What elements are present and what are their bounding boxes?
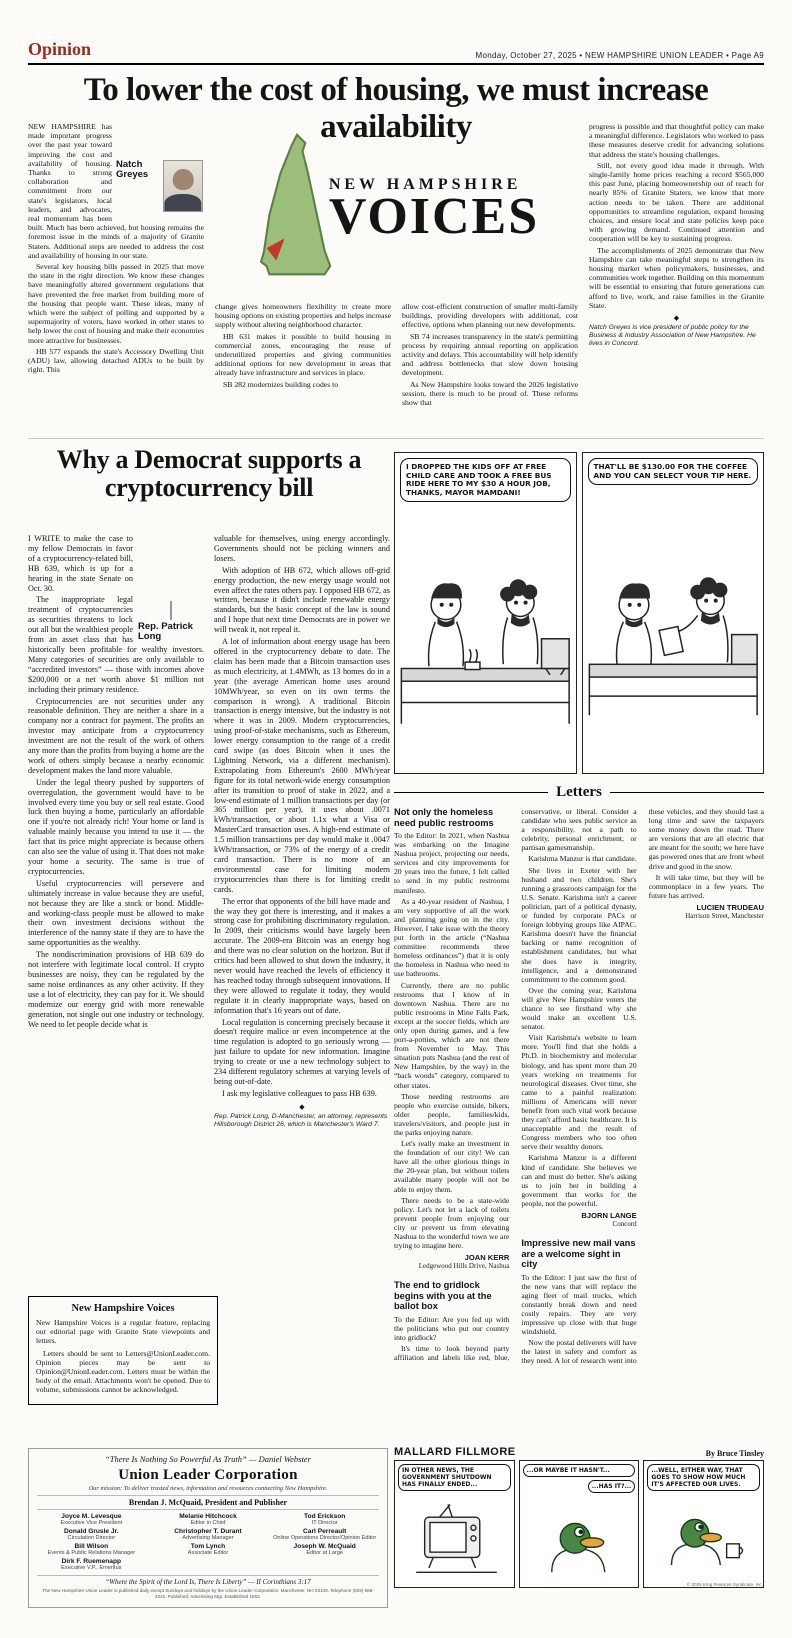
comic-panel2-bubble-a: ...OR MAYBE IT HASN'T... <box>523 1464 636 1477</box>
paragraph: Visit Karishma's website to learn more. You'll find that she holds a Ph.D. in biochemistry and molecular biology, and has spent more than 20 years working on treatments for neurological diseases. Over time, she came to a painful realization: millions of Americans will never benefit from such vital work because they can't afford basic healthcare. It is unacceptable and the result of Congress members who too often serve their wealthy donors. <box>521 1033 637 1152</box>
new-hampshire-state-icon <box>253 132 341 284</box>
paragraph: Currently, there are no public restrooms that I know of in downtown Nashua. There are no public restrooms in Mine Falls Park, except at the soccer fields, which are only open during games, and a few port-a-potties, which are not there from November to May. This situation puts Nashua (and the rest of New Hampshire, by the way) in the “back woods” category, compared to other states. <box>394 980 510 1090</box>
paragraph: A lot of information about energy usage has been offered in the cryptocurrency debate to date. The claim has been made that a Bitcoin transaction uses as much electricity, at 1.4MWh, as 13 homes do in a year (the average American home uses around 10MWh/year, so even on its own terms the comparison is wrong). A traditional Bitcoin transaction is energy intensive, but the industry is not where it was in 2009. Modern cryptocurrencies, using proof-of-stake mechanisms, such as Ethereum, lower energy consumption to the range of a credit card swipe (as does Bitcoin when it uses the Lightning Network, via a different mechanism). Extrapolating from Ethereum's 2600 MWh/year figure for its total network-wide energy consumption after its transition to proof of stake in 2022, and a low-end estimate of 1 million transactions per day (or 365 million per year), it uses about .0071 kWh/transaction, or about 1.1x what a Visa or MasterCard transaction uses. A high-end estimate of 1.5 million transactions per day would make it .0047 kWh/transaction, or 73% of the energy of a credit card transaction. There is no more of an environmental case for limiting modern cryptocurrencies than there is for limiting credit cards. <box>214 637 390 894</box>
cartoon-panel-2 <box>582 452 765 774</box>
masthead-corporation: Union Leader Corporation <box>118 1467 298 1483</box>
cartoon-panel1-art <box>395 507 576 773</box>
cartoon-panel1-caption: I DROPPED THE KIDS OFF AT FREE CHILD CARE AND TOOK A FREE BUS RIDE HERE TO MY $30 A HOUR JOB, THANKS, MAYOR MAMDANI! <box>400 458 571 502</box>
article2-column-2 <box>214 534 390 1440</box>
paragraph: SB 282 modernizes building codes to <box>223 379 339 389</box>
comic-panel3-art <box>644 1494 763 1581</box>
nh-voices-box-text <box>36 1318 210 1395</box>
comic-panel2-bubble-b: ...HAS IT?... <box>588 1480 636 1493</box>
staff-entry: Dirk F. Ruemenapp Executive V.P., Emeritus <box>61 1558 122 1571</box>
paragraph: To the Editor: In 2021, when Nashua was embarking on the Imagine Nashua project, projecting our needs, services and city improvements for 20 years into the future, I felt called to send in my public restrooms manifesto. <box>394 831 510 895</box>
letter-restrooms <box>394 807 509 1270</box>
paragraph: NEW HAMPSHIRE has made important progress over the past year toward improving the cost and availability of housing. Thanks to strong collaboration and commitment from our state's legislators, local leaders, and advocates, real momentum has been built. Much has been achieved, but housing remains the foremost issue in the minds of a majority of Granite Staters. Additional steps are needed to address the cost and availability of housing in our state. <box>28 122 204 260</box>
staff-entry: Bill Wilson Events & Public Relations Manager <box>47 1543 136 1556</box>
masthead <box>28 1448 388 1608</box>
masthead-staff-col2 <box>154 1513 263 1573</box>
paragraph: Letters should be sent to Letters@UnionLeader.com. Opinion pieces may be sent to Opinion@UnionLeader.com. Letters must be within the body of the email. Attachments won't be opened. Due to volume, submissions cannot be acknowledged. <box>36 1348 210 1395</box>
comic-panel1-bubble: IN OTHER NEWS, THE GOVERNMENT SHUTDOWN HAS FINALLY ENDED... <box>398 1464 511 1491</box>
letter-signer: JOAN KERR <box>464 1253 510 1263</box>
letters-rule-left <box>394 792 548 793</box>
cartoon-panel2-art <box>583 490 764 773</box>
article1-column-1 <box>28 122 204 434</box>
patrick-long-photo <box>170 601 172 620</box>
letter-body <box>394 831 509 1250</box>
comic-panel-3 <box>643 1460 764 1588</box>
masthead-top-quote: “There Is Nothing So Powerful As Truth” — Daniel Webster <box>105 1454 311 1464</box>
page-header <box>28 34 764 65</box>
masthead-fine-print: The New Hampshire Union Leader is published daily except Sundays and holidays by the Union Leader Corporation, Manchester, NH 03108. Telephone (603) 668-4321. Published: Advertising Mgr, Established 1863. <box>42 1588 374 1599</box>
paragraph: It will take time, but they will be commonplace in a few years. The future has arrived. <box>648 872 764 900</box>
voices-logo-line2: VOICES <box>328 188 540 246</box>
masthead-staff-col3 <box>270 1513 379 1573</box>
paragraph: It's time to look beyond party affiliation and labels like red, blue, conservative, or liberal. Consider a candidate who sees public service as a responsibility, not a path to celebrity, personal enrichment, or partisan gamesmanship. <box>394 807 637 1363</box>
letter-title: Impressive new mail vans are a welcome sight in city <box>521 1238 636 1270</box>
editorial-cartoon <box>394 452 764 774</box>
letters-columns <box>394 807 764 1369</box>
article2-col2-text <box>214 534 390 1099</box>
letter-address: Harrison Street, Manchester <box>685 911 764 920</box>
comic-credit: © 2025 King Features Syndicate, Inc. <box>686 1582 764 1587</box>
comic-strip <box>394 1446 764 1610</box>
letter-title: Not only the homeless need public restrooms <box>394 807 494 828</box>
voices-logo-line1: NEW HAMPSHIRE <box>328 176 522 194</box>
paragraph: The error that opponents of the bill have made and the way they got there is interesting, and it makes a strong case for prohibiting discriminatory regulation. In 2009, their criticisms would have largely been accurate. The 2009-era Bitcoin was an energy hog and there was no clear solution on the horizon. But if critics had been allowed to shut down the industry, it never would have reached the levels of efficiency it has reached today through subsequent innovations. If they were allowed to regulate it today, they would regulate it in clearly inappropriate ways, based on information that's 16 years out of date. <box>214 896 390 1015</box>
comic-panel-1 <box>394 1460 515 1588</box>
paragraph: Several key housing bills passed in 2025 that move the state in the right direction. We know these changes have meaningfully altered government regulations that have prevented the free market from building more of the housing that people want. These ideas, many of which were the subject of polling and supported by a supermajority of voters, have worked in other states to help lower the cost of housing and make their economies more attractive for businesses. <box>28 262 204 345</box>
article2-column-1 <box>28 534 204 1290</box>
section-divider <box>28 438 764 439</box>
staff-entry: Joseph W. McQuaid Editor at Large <box>293 1543 356 1556</box>
paragraph: Now the postal deliverers will have the latest in safety and comfort as they need. A lot of research went into these vehicles, and they should last a long time and save the taxpayers some money down the road. There are versions that are all electric that are meant for the south; we here have gas powered ones that are front wheel drive and good in the snow. <box>521 807 764 1366</box>
paragraph: Useful cryptocurrencies will persevere and ultimately increase in value because they are useful, not because they are like a stock or bond. Middle- and working-class people must be allowed to make their own investment decisions without the interference of the nanny state if they are to have the same opportunities as the wealthy. <box>28 878 204 948</box>
nh-voices-box <box>28 1296 218 1405</box>
voices-logo-text <box>328 176 540 246</box>
paragraph: SB 74 increases transparency in the state's permitting process by requiring annual reporting on application activity and delays. This accountability will help identify and address bottlenecks that slow down housing development. <box>402 331 578 378</box>
article1-author-bio: Natch Greyes is vice president of public policy for the Business & Industry Association of New Hampshire. He lives in Concord. <box>589 324 756 348</box>
letters-rule-right <box>610 792 764 793</box>
staff-entry: Tod Erickson IT Director <box>304 1513 346 1526</box>
nh-voices-logo <box>215 122 577 294</box>
paragraph: I WRITE to make the case to my fellow Democrats in favor of a cryptocurrency-related bill, HB 639, which is up for a hearing in the state Senate on Oct. 30. <box>28 534 133 593</box>
paragraph: valuable for themselves, using energy accordingly. Governments should not be picking winners and losers. <box>214 534 390 563</box>
article1-col4-text <box>589 122 764 310</box>
section-label: Opinion <box>28 39 92 59</box>
comic-panel2-art <box>520 1496 639 1587</box>
paragraph: I ask my legislative colleagues to pass HB 639. <box>222 1088 377 1098</box>
letters-section <box>394 784 764 1380</box>
article1-column-3 <box>402 302 578 434</box>
comic-byline: By Bruce Tinsley <box>705 1449 764 1458</box>
paragraph: Over the coming year, Karishma will give New Hampshire voters the chance to see firsthand why she would make an excellent U.S. senator. <box>521 985 637 1032</box>
article2-author-name: Rep. Patrick Long <box>138 621 193 642</box>
staff-entry: Donald Grusle Jr. Circulation Director <box>64 1528 119 1541</box>
paragraph: Cryptocurrencies are not securities under any reasonable definition. They are neither a share in a company nor a contract for payment. The profits an investor may anticipate from a cryptocurrency investment are not the result of the work of others any more than the profits from buying a home are the work of others simply because a nearby economic development makes the land more valuable. <box>28 696 204 775</box>
article1-author-name: Natch Greyes <box>116 159 149 181</box>
paragraph: The accomplishments of 2025 demonstrate that New Hampshire can take meaningful steps to strengthen its housing market when policymakers, businesses, and communities work together. Building on this momentum will be essential to ensuring that future generations can afford to live, work, and raise families in the Granite State. <box>589 245 764 310</box>
paragraph: allow cost-efficient construction of smaller multi-family buildings, providing developers with additional, cost effective, options when planning out new developments. <box>402 302 578 330</box>
comic-panels <box>394 1460 764 1588</box>
staff-entry: Joyce M. Levesque Executive Vice President <box>60 1513 123 1526</box>
paragraph: Still, not every good idea made it through. With single-family home prices reaching a record $565,000 this past June, placing homeownership out of reach for nearly 85% of Granite Staters, we know that more action needs to be taken. There are additional opportunities to streamline regulation, expand housing choices, and ensure local and state policies keep pace with growing demand. Continued attention and cooperation will be key to sustaining progress. <box>589 160 764 244</box>
article1-column-2 <box>215 302 391 434</box>
paragraph: To the Editor: I just saw the first of the new vans that will replace the aging fleet of mail trucks, which constantly break down and need costly repairs. They are very impressive up close with that huge windshield. <box>521 1272 637 1337</box>
paragraph: As New Hampshire looks toward the 2026 legislative session, there is much to be proud of. These reforms show that <box>402 379 578 408</box>
paragraph: change gives homeowners flexibility to create more housing options on existing properties and helps increase supply without altering neighborhood character. <box>215 302 391 330</box>
comic-panel1-art <box>395 1494 514 1587</box>
article2-author-block <box>138 602 204 642</box>
end-mark: ◆ <box>299 1102 305 1111</box>
masthead-staff <box>37 1513 379 1573</box>
masthead-mission: Our mission: To deliver trusted news, information and resources connecting New Hampshire. <box>88 1485 328 1492</box>
paragraph: HB 577 expands the state's Accessory Dwelling Unit (ADU) law, allowing detached ADUs to be built by right. This <box>28 346 204 375</box>
article2 <box>28 446 390 1441</box>
paragraph: The inappropriate legal treatment of cryptocurrencies as securities threatens to lock out all but the wealthiest people from an asset class that has historically been profitable for wealthy investors. Many categories of securities are only available to “accredited investors” — those with incomes above $200,000 or a net worth above $1 million not including their primary residence. <box>28 595 204 694</box>
article1-headline: To lower the cost of housing, we must increase availability <box>83 72 709 145</box>
staff-entry: Carl Perreault Online Operations Director/Opinion Editor <box>273 1528 377 1541</box>
paragraph: As a 40-year resident of Nashua, I am very supportive of all the work and planning going on in the city. However, I take issue with the theory put forth in the article (“Nashua committee recommends three homeless ordinances”) that it is only the homeless in Nashua who need to use bathrooms. <box>394 896 510 979</box>
article1-author-block <box>116 160 204 212</box>
article1 <box>28 122 764 434</box>
letter-address: Concord <box>612 1220 637 1229</box>
letter-address: Ledgewood Hills Drive, Nashua <box>418 1262 510 1271</box>
article2-author-bio: Rep. Patrick Long, D-Manchester, an attorney, represents Hillsborough District 26, which is Manchester's Ward 7. <box>214 1112 388 1128</box>
masthead-staff-col1 <box>37 1513 146 1573</box>
paragraph: Those needing restrooms are people who exercise outside, bikers, older people, families/kids, travelers/visitors, and people just in the parks enjoying nature. <box>394 1091 510 1137</box>
comic-header <box>394 1446 764 1458</box>
staff-entry: Christopher T. Durant Advertising Manager <box>174 1528 242 1541</box>
paragraph: Local regulation is concerning precisely because it doesn't require malice or even incompetence at the time regulation is adopted to go seriously wrong — just failure to update for new information. Imagine trying to create or use a new technology subject to 234 different regulatory schemes at varying levels of being out-of-date. <box>214 1017 390 1086</box>
paragraph: HB 631 makes it possible to build housing in commercial zones, encouraging the reuse of underutilized properties and giving communities additional options for new development in areas that already have infrastructure and services in place. <box>215 331 391 378</box>
paragraph: To the Editor: Are you fed up with the politicians who put our country into gridlock? <box>394 1314 510 1342</box>
article1-col3-text <box>402 302 578 407</box>
cartoon-panel-1 <box>394 452 577 774</box>
letter-title: The end to gridlock begins with you at the ballot box <box>394 1280 492 1312</box>
paragraph: progress is possible and that thoughtful policy can make a meaningful difference. Legislators who worked to pass these measures deserve credit for advancing solutions that address the state's housing challenges. <box>589 122 764 159</box>
letter-signer: BJORN LANGE <box>581 1211 637 1221</box>
comic-panel-2 <box>519 1460 640 1588</box>
paragraph: Karishma Manzur is a different kind of candidate. She believes we can and must do better. She's asking us to join her in building a government that works for the people, not the powerful. <box>521 1153 637 1208</box>
paragraph: New Hampshire Voices is a regular feature, replacing our editorial page with Granite State viewpoints and letters. <box>36 1318 210 1346</box>
natch-greyes-photo <box>163 160 203 212</box>
masthead-publisher: Brendan J. McQuaid, President and Publisher <box>37 1495 379 1510</box>
article1-col2-text <box>215 302 391 389</box>
letters-title: Letters <box>556 784 602 800</box>
dateline: Monday, October 27, 2025 • NEW HAMPSHIRE UNION LEADER • Page A9 <box>475 51 764 60</box>
paragraph: Under the legal theory pushed by supporters of overregulation, the government would have to be involved every time you buy or sell real estate. Good luck then buying a home, particularly an affordable one if you're not already rich! Your home or land is valuable mainly because you intend to use it — the fact that its price might appreciate is because others can also see the value of using it. That does not make your home a security. The same is true of cryptocurrencies. <box>28 777 204 876</box>
comic-title: MALLARD FILLMORE <box>394 1446 516 1458</box>
article1-column-4 <box>589 122 764 434</box>
comic-panel3-bubble: ...WELL, EITHER WAY, THAT GOES TO SHOW HOW MUCH IT'S AFFECTED OUR LIVES. <box>647 1464 760 1491</box>
paragraph: The nondiscrimination provisions of HB 639 do not interfere with legitimate local control. If crypto businesses are noisy, they can be regulated by the same noise ordinances as any other activity. If they use a lot of electricity, they can pay for it. We should modernize our energy grid with more renewable generation, not single out one industry or technology. We need to let people decide what is <box>28 950 204 1029</box>
cartoon-panel2-caption: THAT'LL BE $130.00 FOR THE COFFEE AND YOU CAN SELECT YOUR TIP HERE. <box>588 458 759 485</box>
staff-entry: Melanie Hitchcock Editor in Chief <box>179 1513 237 1526</box>
paragraph: With adoption of HB 672, which allows off-grid energy production, the new energy usage would not even affect the rates others pay. I opposed HB 672, as written, because it didn't include renewable energy standards, but the basic concept of the law is sound and I hope that next time Democrats are in power we will tweak it, not repeal it. <box>214 565 390 635</box>
masthead-bottom-quote: “Where the Spirit of the Lord Is, There Is Liberty” — II Corinthians 3:17 <box>37 1575 379 1586</box>
paragraph: Let's really make an investment in the foundation of our city! We can have all the other glorious things in the 20-year plan, but without toilets available many people will not be able to enjoy them. <box>394 1139 510 1194</box>
letter-signer: LUCIEN TRUDEAU <box>696 902 764 912</box>
nh-voices-box-title: New Hampshire Voices <box>71 1303 175 1314</box>
paragraph: She lives in Exeter with her husband and two children. She's running a grassroots campaign for the U.S. Senate. Karishma isn't a career politician, part of a political dynasty, or funded by corporate PACs or foreign lobbying groups like AIPAC. Karishma doesn't have the financial backing or name recognition of establishment candidates, but what she does have is integrity, intelligence, and a demonstrated commitment to the common good. <box>521 865 637 984</box>
staff-entry: Tom Lynch Associate Editor <box>187 1543 229 1556</box>
paragraph: There needs to be a state-wide policy. Let's not let a lack of toilets prevent people from enjoying our city or prevent us from elevating Nashua to the wonderful town we are trying to imagine here. <box>394 1195 510 1251</box>
letters-header <box>394 784 764 801</box>
article2-headline: Why a Democrat supports a cryptocurrency bill <box>56 445 362 503</box>
paragraph: Karishma Manzur is that candidate. <box>528 854 637 864</box>
end-mark: ◆ <box>673 314 680 323</box>
